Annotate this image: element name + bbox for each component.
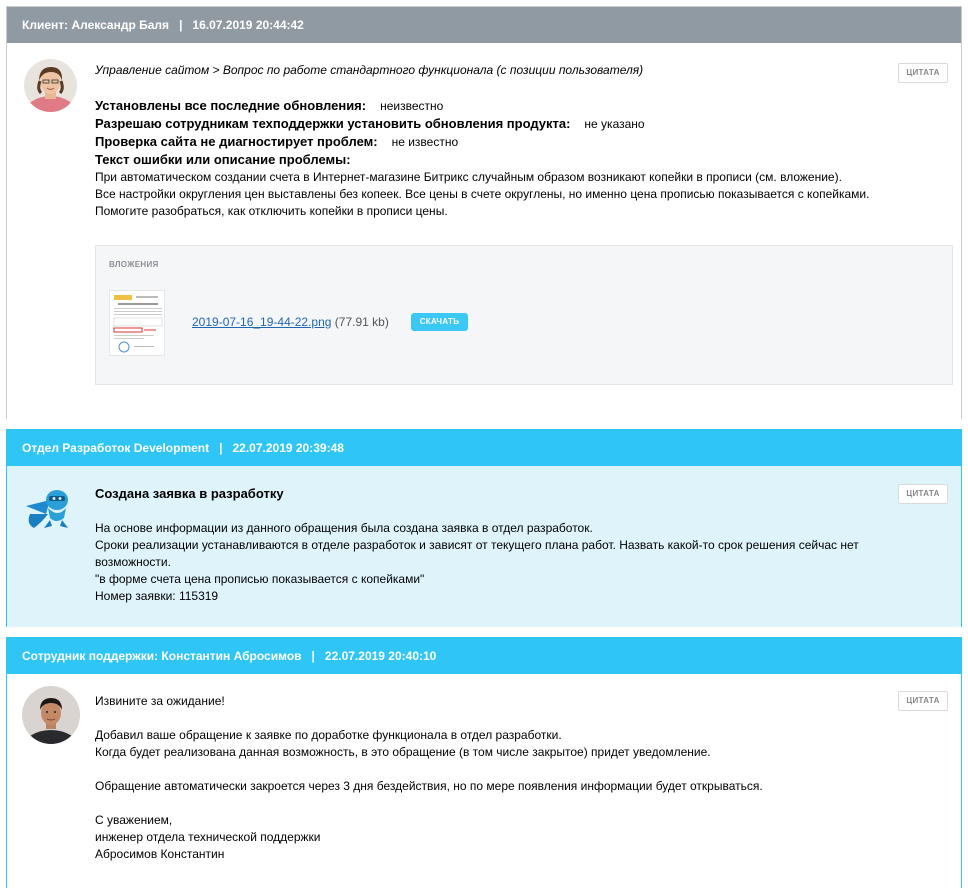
message-date: 22.07.2019 20:39:48 [232, 441, 344, 455]
quote-button[interactable]: ЦИТАТА [898, 484, 948, 504]
message-header: Сотрудник поддержки: Константин Абросимов | 22.07.2019 20:40:10 [7, 638, 961, 674]
signature-line: С уважением, [95, 813, 173, 827]
signature-line: Абросимов Константин [95, 847, 225, 861]
message-body [7, 466, 961, 627]
field-allow-updates: Разрешаю сотрудникам техподдержки установить обновления продукта: не указано [95, 116, 645, 131]
message-text [95, 520, 935, 605]
quote-button[interactable]: ЦИТАТА [898, 63, 948, 83]
attachment-file-size: (77.91 kb) [334, 315, 389, 329]
author-name: Клиент: Александр Баля [22, 18, 170, 32]
message-body [7, 674, 961, 888]
text-line: Обращение автоматически закроется через 3 дня бездействия, но по мере появления информации будет открываться. [95, 779, 763, 793]
message-date: 22.07.2019 20:40:10 [324, 649, 437, 663]
avatar [24, 59, 77, 112]
message-text [95, 693, 935, 863]
text-line: Сроки реализации устанавливаются в отделе разработок и зависят от текущего плана работ. Назвать какой-то срок решения сейчас нет [95, 538, 859, 552]
author-name: Отдел Разработок Development [22, 441, 210, 455]
attachment-thumbnail[interactable] [109, 290, 165, 356]
field-updates: Установлены все последние обновления: неизвестно [95, 98, 444, 113]
text-line: "в форме счета цена прописью показывается с копейками" [95, 572, 425, 586]
author-name: Сотрудник поддержки: Константин Абросимов [22, 649, 302, 663]
quote-button[interactable]: ЦИТАТА [898, 691, 948, 711]
message-body [7, 43, 961, 419]
attachments-panel [95, 245, 953, 385]
text-line: Когда будет реализована данная возможность, в это обращение (в том числе закрытое) придет уведомление. [95, 745, 711, 759]
text-line: возможности. [95, 555, 171, 569]
problem-line: При автоматическом создании счета в Интернет-магазине Битрикс случайным образом возникают копейки в прописи (см. вложение). [95, 170, 842, 184]
avatar [22, 686, 80, 744]
problem-line: Помогите разобраться, как отключить копейки в прописи цены. [95, 204, 448, 218]
message-client [6, 6, 962, 419]
attachment-file-link[interactable]: 2019-07-16_19-44-22.png [192, 315, 332, 329]
problem-label: Текст ошибки или описание проблемы: [95, 152, 351, 167]
text-line: Номер заявки: 115319 [95, 589, 219, 603]
problem-line: Все настройки округления цен выставлены без копеек. Все цены в счете округлены, но именно цена прописью показывается с копейками. [95, 187, 870, 201]
category-breadcrumb: Управление сайтом > Вопрос по работе стандартного функционала (с позиции пользователя) [95, 63, 644, 77]
attachments-title: ВЛОЖЕНИЯ [109, 260, 159, 269]
field-site-check: Проверка сайта не диагностирует проблем: не известно [95, 134, 459, 149]
message-support [6, 637, 962, 888]
message-header: Отдел Разработок Development | 22.07.2019 20:39:48 [7, 430, 961, 466]
message-title: Создана заявка в разработку [95, 486, 284, 501]
signature-line: инженер отдела технической поддержки [95, 830, 321, 844]
text-line: Добавил ваше обращение к заявке по доработке функционала в отдел разработки. [95, 728, 562, 742]
superhero-mascot-icon [24, 480, 77, 533]
message-development [6, 429, 962, 627]
greeting-line: Извините за ожидание! [95, 694, 225, 708]
message-date: 16.07.2019 20:44:42 [192, 18, 304, 32]
text-line: На основе информации из данного обращения была создана заявка в отдел разработок. [95, 521, 593, 535]
download-button[interactable]: СКАЧАТЬ [411, 313, 468, 331]
ticket-fields [95, 97, 935, 220]
message-header: Клиент: Александр Баля | 16.07.2019 20:44:42 [7, 7, 961, 43]
